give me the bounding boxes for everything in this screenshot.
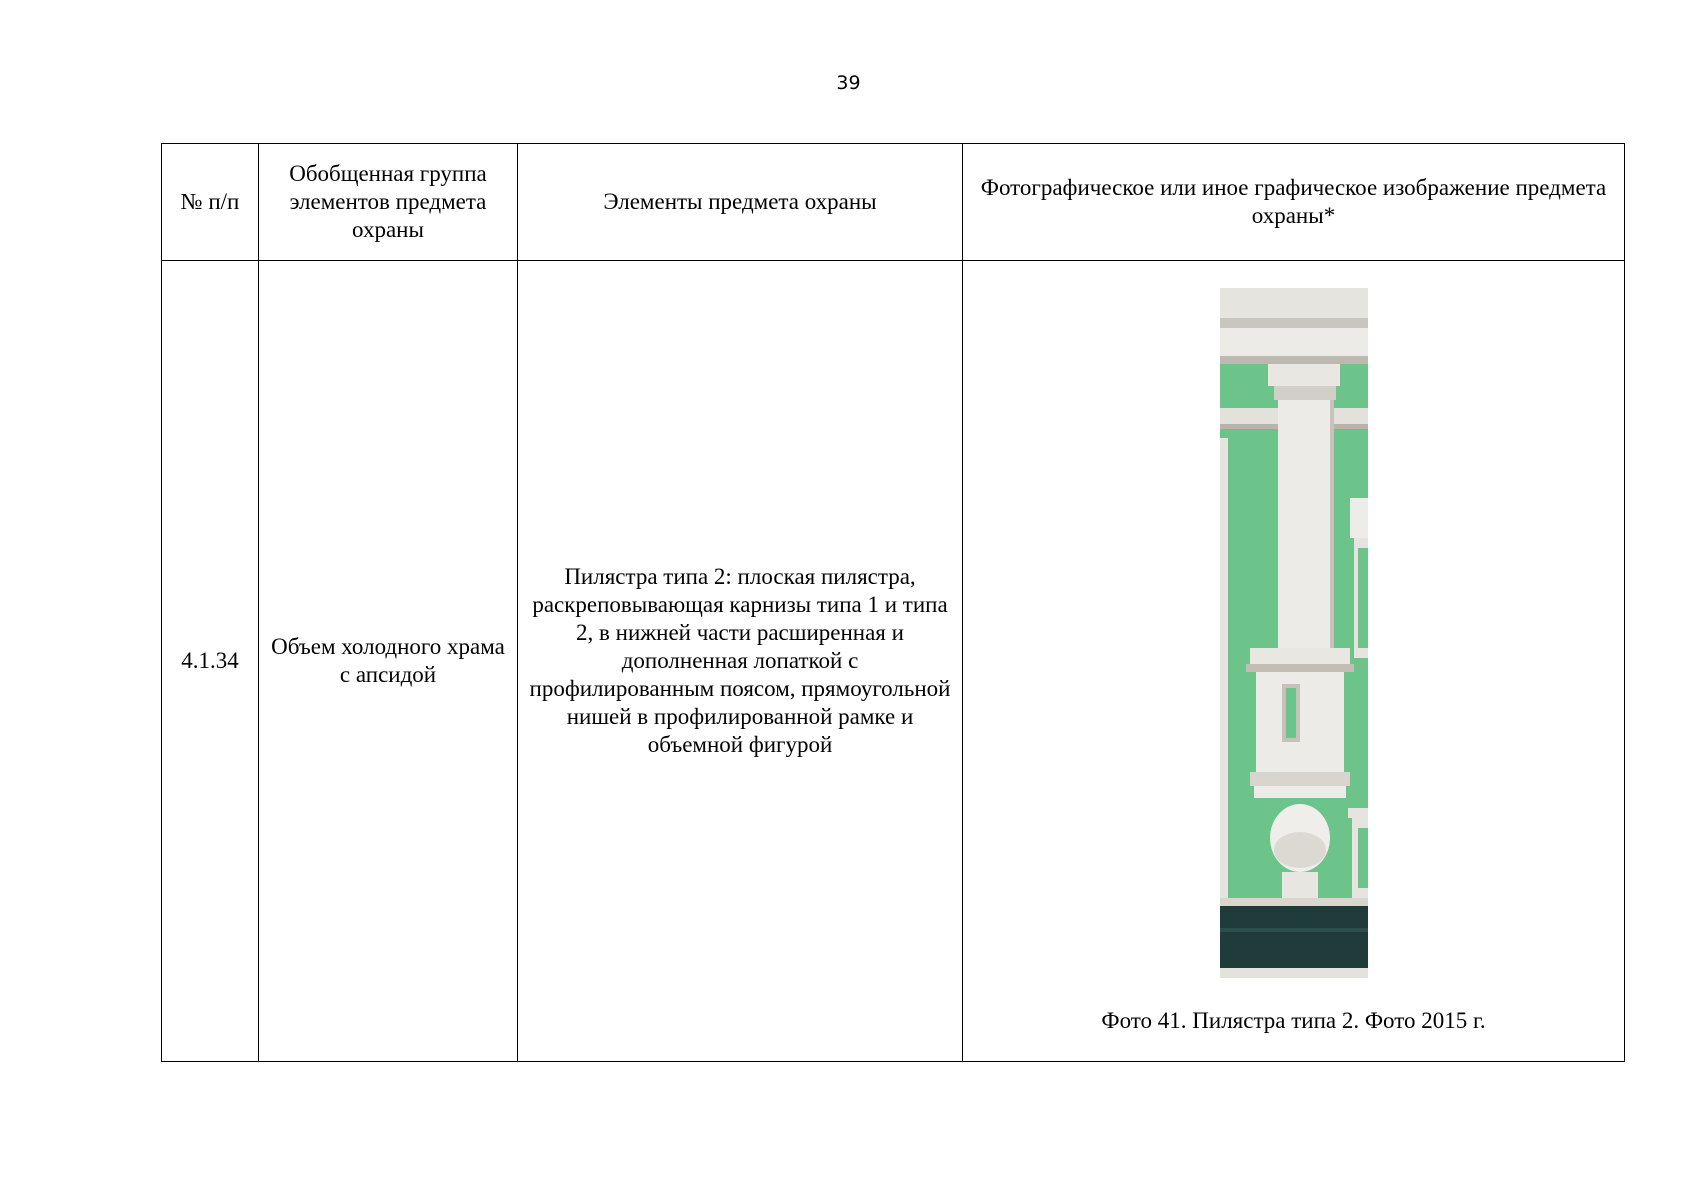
header-image: Фотографическое или иное графическое изображение предмета охраны* <box>963 144 1625 261</box>
header-elements: Элементы предмета охраны <box>518 144 963 261</box>
row-element: Пилястра типа 2: плоская пилястра, раскреповывающая карнизы типа 1 и типа 2, в нижней части расширенная и дополненная лопаткой с профилированным поясом, прямоугольной нишей в профилированной рамке и объемной фигурой <box>518 261 963 1062</box>
protection-table <box>161 143 1625 1062</box>
row-photo-cell <box>963 261 1625 1062</box>
row-number: 4.1.34 <box>162 261 259 1062</box>
photo-caption: Фото 41. Пилястра типа 2. Фото 2015 г. <box>1101 1008 1486 1033</box>
row-group: Объем холодного храма с апсидой <box>259 261 518 1062</box>
table-header-row <box>162 144 1625 261</box>
page-number: 39 <box>836 72 861 94</box>
table-row <box>162 261 1625 1062</box>
header-number: № п/п <box>162 144 259 261</box>
pilaster-photo <box>1220 288 1368 978</box>
header-group: Обобщенная группа элементов предмета охраны <box>259 144 518 261</box>
pilaster-photo-drawing <box>1220 288 1368 978</box>
